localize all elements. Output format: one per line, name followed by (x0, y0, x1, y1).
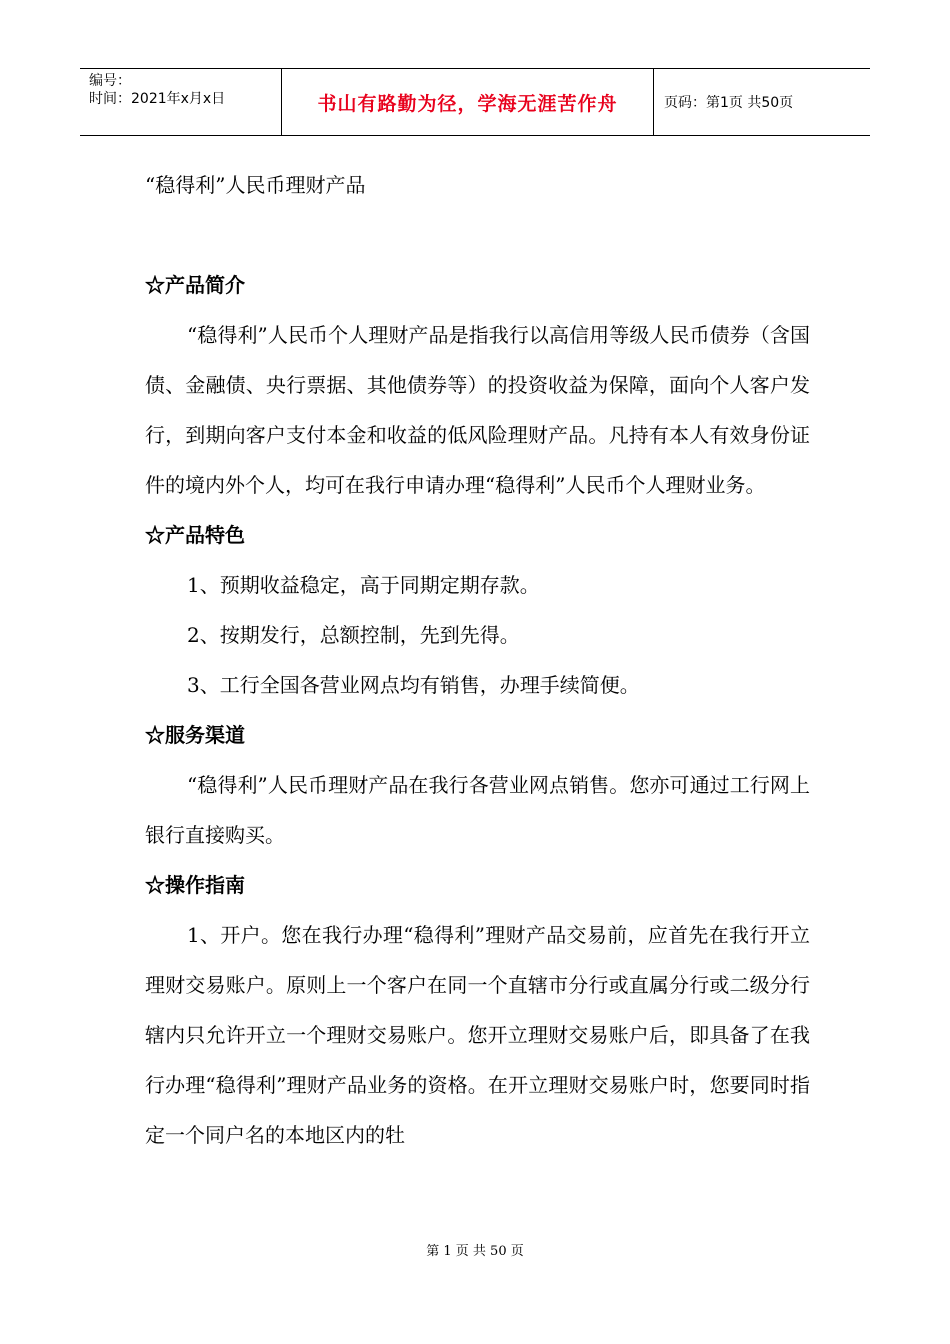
header-meta (80, 69, 282, 135)
section-heading-guide: ☆操作指南 (145, 873, 245, 897)
channels-paragraph: “稳得利”人民币理财产品在我行各营业网点销售。您亦可通过工行网上银行直接购买。 (145, 773, 810, 847)
document-title: “稳得利”人民币理财产品 (145, 173, 366, 197)
time-label: 时间：2021年x月x日 (89, 91, 226, 107)
header-motto: 书山有路勤为径，学海无涯苦作舟 (282, 69, 654, 135)
spacer (145, 210, 810, 260)
section-heading-intro: ☆产品简介 (145, 273, 245, 297)
feature-item: 3、工行全国各营业网点均有销售，办理手续简便。 (187, 673, 640, 697)
feature-item: 1、预期收益稳定，高于同期定期存款。 (187, 573, 540, 597)
page-footer: 第 1 页 共 50 页 (426, 1244, 524, 1259)
number-label: 编号： (89, 73, 131, 89)
intro-paragraph: “稳得利”人民币个人理财产品是指我行以高信用等级人民币债券（含国债、金融债、央行票据、其他债券等）的投资收益为保障，面向个人客户发行，到期向客户支付本金和收益的低风险理财产品。凡持有本人有效身份证件的境内外个人，均可在我行申请办理“稳得利”人民币个人理财业务。 (145, 323, 810, 497)
section-heading-features: ☆产品特色 (145, 523, 245, 547)
feature-item: 2、按期发行，总额控制，先到先得。 (187, 623, 520, 647)
section-heading-channels: ☆服务渠道 (145, 723, 245, 747)
guide-paragraph: 1、开户。您在我行办理“稳得利”理财产品交易前，应首先在我行开立理财交易账户。原则上一个客户在同一个直辖市分行或直属分行或二级分行辖内只允许开立一个理财交易账户。您开立理财交易账户后，即具备了在我行办理“稳得利”理财产品业务的资格。在开立理财交易账户时，您要同时指定一个同户名的本地区内的牡 (145, 923, 810, 1147)
document-body (145, 160, 810, 1160)
document-header (80, 68, 870, 136)
header-page-info: 页码：第1页 共50页 (664, 95, 794, 111)
